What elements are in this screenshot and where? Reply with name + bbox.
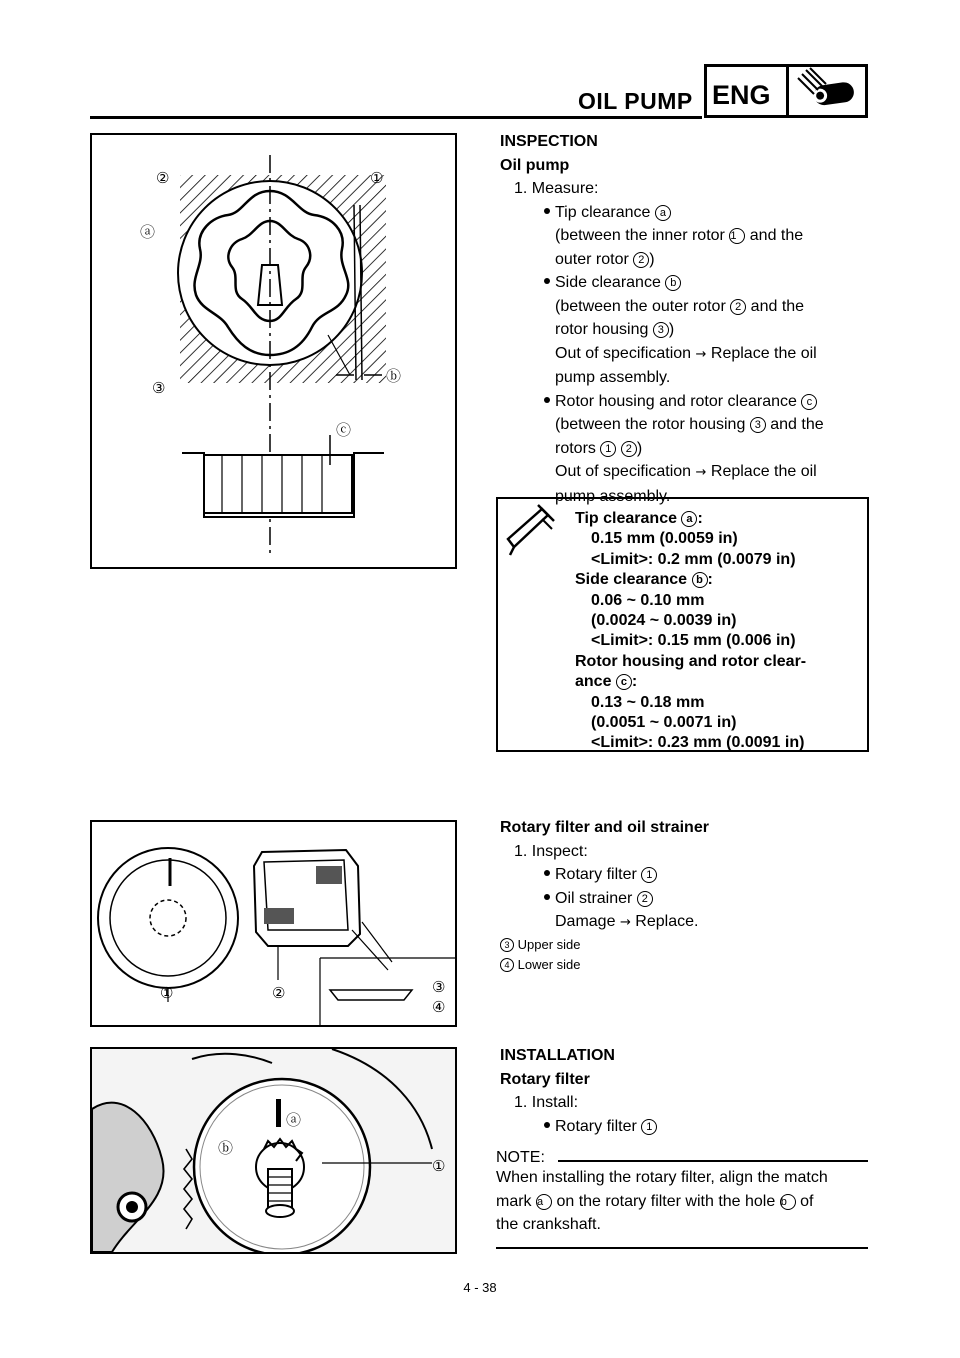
spec-housing-value: 0.13 ~ 0.18 mm	[591, 693, 705, 711]
spec-list	[575, 509, 865, 754]
tip-clearance-item: Tip clearance a	[500, 201, 870, 225]
installation-block	[500, 1044, 870, 1138]
spec-tip-limit: <Limit>: 0.2 mm (0.0079 in)	[591, 550, 796, 568]
svg-text:①: ①	[370, 170, 384, 187]
side-detail: (between the outer rotor 2 and the	[555, 297, 805, 315]
page-number: 4 - 38	[463, 1280, 497, 1295]
spec-side-value-in: (0.0024 ~ 0.0039 in)	[591, 612, 737, 630]
svg-text:ⓑ: ⓑ	[218, 1140, 234, 1157]
note-line-3: the crankshaft.	[496, 1216, 601, 1233]
svg-text:ⓐ: ⓐ	[140, 224, 156, 241]
note-top-rule	[558, 1160, 868, 1162]
note-line-1: When installing the rotary filter, align the match	[496, 1169, 828, 1186]
spec-side-label: Side clearance b :	[575, 571, 713, 589]
caliper-icon	[498, 499, 564, 567]
svg-text:ⓐ: ⓐ	[286, 1112, 302, 1129]
engine-wrench-icon	[792, 66, 866, 116]
replace-1-cont: pump assembly.	[555, 369, 671, 386]
svg-text:③: ③	[432, 979, 446, 996]
svg-text:②: ②	[156, 170, 170, 187]
bullet-icon	[544, 208, 550, 214]
bullet-icon	[544, 278, 550, 284]
spec-housing-label: Rotor housing and rotor clear-	[575, 652, 807, 670]
rotary-filter-strainer-diagram	[90, 820, 457, 1027]
install-step: 1. Install:	[514, 1094, 579, 1111]
filter-item-1: Rotary filter 1	[500, 863, 870, 887]
svg-text:②: ②	[272, 985, 286, 1002]
tip-detail-cont: outer rotor 2 )	[555, 250, 655, 268]
note-line-2: mark a on the rotary filter with the hole b of	[496, 1192, 814, 1210]
header-rule	[90, 116, 702, 119]
note-bottom-rule	[496, 1247, 868, 1249]
tip-detail: (between the inner rotor 1 and the	[555, 227, 804, 244]
spec-housing-label-cont: ance c :	[575, 673, 638, 691]
damage-line: Damage → Replace.	[555, 913, 699, 930]
measure-step: 1. Measure:	[514, 180, 599, 197]
spec-housing-limit: <Limit>: 0.23 mm (0.0091 in)	[591, 734, 805, 752]
inspect-step: 1. Inspect:	[514, 842, 588, 860]
out-of-spec-1: Out of specification → Replace the oil	[555, 344, 817, 362]
rotary-filter-install-photo	[90, 1047, 457, 1254]
spec-box	[496, 497, 869, 752]
oil-pump-rotor-diagram	[90, 133, 457, 569]
svg-text:ⓒ: ⓒ	[336, 422, 352, 439]
spec-side-value: 0.06 ~ 0.10 mm	[591, 591, 705, 609]
oil-pump-subheading: Oil pump	[500, 156, 570, 174]
side-clearance-item: Side clearance b	[500, 271, 870, 295]
install-item-1: Rotary filter 1	[500, 1115, 870, 1139]
housing-detail-cont: rotors 1 2 )	[555, 439, 643, 457]
svg-text:③: ③	[152, 380, 166, 397]
page-title: OIL PUMP	[578, 88, 693, 114]
bullet-icon	[544, 1122, 550, 1128]
section-tab-divider	[786, 64, 789, 118]
legend-4: 4 Lower side	[500, 955, 870, 975]
installation-heading: INSTALLATION	[500, 1047, 615, 1064]
note-header	[496, 1146, 870, 1166]
spec-tip-label: Tip clearance a :	[575, 510, 703, 527]
inspection-block	[500, 130, 870, 508]
svg-text:④: ④	[432, 999, 446, 1016]
filter-item-2: Oil strainer 2	[500, 887, 870, 911]
section-label: ENG	[712, 80, 771, 110]
inspection-heading: INSPECTION	[500, 133, 598, 150]
svg-text:①: ①	[160, 985, 174, 1002]
bullet-icon	[544, 894, 550, 900]
bullet-icon	[544, 397, 550, 403]
rotary-filter-subheading: Rotary filter	[500, 1070, 590, 1088]
svg-text:①: ①	[432, 1158, 446, 1175]
housing-clearance-item: Rotor housing and rotor clearance c	[500, 390, 870, 414]
spec-tip-value: 0.15 mm (0.0059 in)	[591, 530, 738, 548]
replace-2-cont: pump assembly.	[555, 487, 671, 505]
legend-3: 3 Upper side	[500, 935, 870, 955]
spec-housing-value-in: (0.0051 ~ 0.0071 in)	[591, 714, 737, 732]
side-detail-cont: rotor housing 3 )	[555, 321, 675, 338]
note-label: NOTE:	[496, 1149, 545, 1166]
filter-inspect-block	[500, 816, 870, 975]
svg-text:ⓑ: ⓑ	[386, 368, 402, 385]
housing-detail: (between the rotor housing 3 and the	[555, 416, 824, 433]
bullet-icon	[544, 870, 550, 876]
spec-side-limit: <Limit>: 0.15 mm (0.006 in)	[591, 632, 796, 650]
filter-subheading: Rotary filter and oil strainer	[500, 819, 709, 836]
note-block	[496, 1146, 870, 1249]
out-of-spec-2: Out of specification → Replace the oil	[555, 463, 817, 480]
